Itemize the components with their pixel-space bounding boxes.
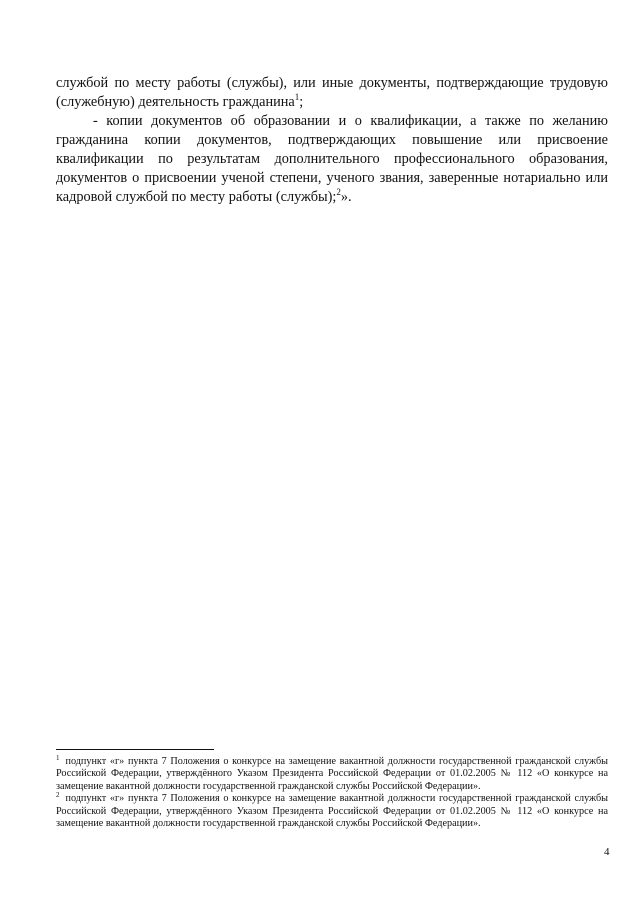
body-text [56,74,608,207]
paragraph-text: - копии документов об образовании и о квалификации, а также по желанию гражданина копии документов, подтверждающих повышение или присвоение квалификации по результатам дополнительного профессионального образования, документов о присвоении ученой степени, ученого звания, заверенные нотариально или кадровой службой по месту работы (службы); [56,113,608,205]
paragraph-continuation [56,74,608,112]
footnote-reference: 1 [294,92,300,103]
paragraph-text: службой по месту работы (службы), или иные документы, подтверждающие трудовую (служебную) деятельность гражданина [56,75,608,110]
paragraph-education-documents [56,112,608,207]
paragraph-punctuation: ; [299,94,304,110]
footnote-marker: 2 [56,790,60,799]
footnote-text: подпункт «г» пункта 7 Положения о конкурсе на замещение вакантной должности государственной гражданской службы Российской Федерации, утверждённого Указом Президента Российской Федерации от 01.02.2005 № 112 «О конкурсе на замещение вакантной должности государственной гражданской службы Российской Федерации». [56,793,608,830]
footnote-marker: 1 [56,753,60,762]
footnote-text: подпункт «г» пункта 7 Положения о конкурсе на замещение вакантной должности государственной гражданской службы Российской Федерации, утверждённого Указом Президента Российской Федерации от 01.02.2005 № 112 «О конкурсе на замещение вакантной должности государственной гражданской службы Российской Федерации». [56,756,608,792]
paragraph-punctuation: ». [340,189,352,205]
footnote-separator [56,749,214,750]
page-number: 4 [604,846,610,858]
footnote-item [56,790,608,830]
footnote-item [56,753,608,793]
footnote-reference: 2 [336,187,341,198]
footnotes [56,753,608,830]
